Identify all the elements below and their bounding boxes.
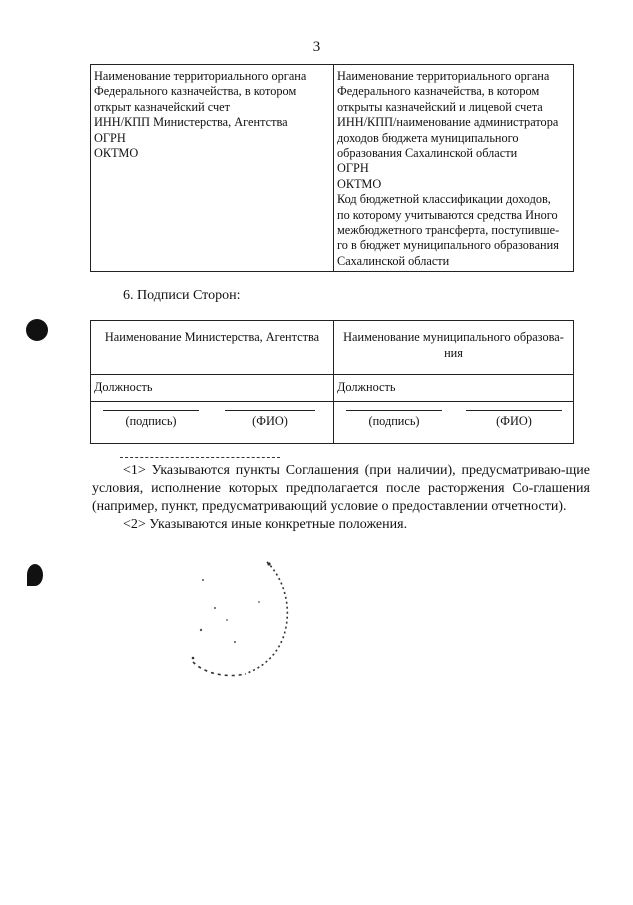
requisite-line: Федерального казначейства, в котором (94, 84, 297, 99)
municipality-name-label: Наименование муниципального образова-ния (343, 330, 564, 360)
footnote-separator (120, 457, 280, 458)
footnotes (92, 462, 590, 534)
requisite-line: ОГРН (94, 130, 126, 145)
signature-line (103, 410, 199, 411)
punch-hole-mark (26, 319, 48, 341)
requisite-line: го в бюджет муниципального образования (337, 238, 559, 253)
faded-stamp-mark (175, 550, 305, 690)
requisite-line: Наименование территориального органа (337, 69, 550, 83)
requisite-line: межбюджетного трансферта, поступивше- (337, 223, 560, 238)
ministry-position-cell (91, 375, 334, 402)
ministry-name-label: Наименование Министерства, Агентства (104, 330, 320, 344)
name-line (466, 410, 562, 411)
requisite-line: Наименование территориального органа (94, 69, 307, 83)
requisite-line: образования Сахалинской области (337, 146, 518, 161)
name-line (225, 410, 315, 411)
municipality-signature-cell (334, 402, 574, 444)
requisite-line: Сахалинской области (337, 253, 450, 268)
requisite-line: ОГРН (337, 161, 369, 176)
signature-caption: (подпись) (368, 414, 420, 428)
page-number: 3 (312, 39, 321, 55)
requisites-table (90, 64, 574, 272)
requisite-line: ОКТМО (337, 176, 382, 191)
footnote-1: <1> Указываются пункты Соглашения (при наличии), предусматриваю-щие условия, исполнение которых предполагается после расторжения Со-глашения (например, пункт, предусматривающий условие о предоставлении отчетности). (92, 463, 590, 514)
signature-caption: (подпись) (125, 414, 177, 428)
municipality-position-cell (334, 375, 574, 402)
requisite-line: ИНН/КПП Министерства, Агентства (94, 115, 288, 130)
requisite-line: ИНН/КПП/наименование администратора (337, 115, 559, 130)
requisite-line: ОКТМО (94, 146, 139, 161)
name-caption: (ФИО) (252, 414, 288, 428)
requisite-line: Код бюджетной классификации доходов, (337, 192, 551, 207)
ministry-name-cell (91, 321, 334, 375)
requisites-left-cell (91, 65, 334, 272)
ministry-signature-cell (91, 402, 334, 444)
requisites-right-cell (334, 65, 574, 272)
signatures-table (90, 320, 574, 444)
punch-hole-mark (27, 564, 43, 586)
footnote-2: <2> Указываются иные конкретные положения. (123, 517, 408, 532)
position-label: Должность (94, 380, 153, 394)
requisite-line: по которому учитываются средства Иного (337, 207, 558, 222)
requisite-line: открыты казначейский и лицевой счета (337, 99, 543, 114)
signatures-heading: 6. Подписи Сторон: (123, 288, 241, 303)
name-caption: (ФИО) (496, 414, 532, 428)
requisite-line: Федерального казначейства, в котором (337, 84, 540, 99)
requisite-line: доходов бюджета муниципального (337, 130, 519, 145)
signature-line (346, 410, 442, 411)
requisite-line: открыт казначейский счет (94, 99, 230, 114)
position-label: Должность (337, 380, 396, 394)
municipality-name-cell (334, 321, 574, 375)
